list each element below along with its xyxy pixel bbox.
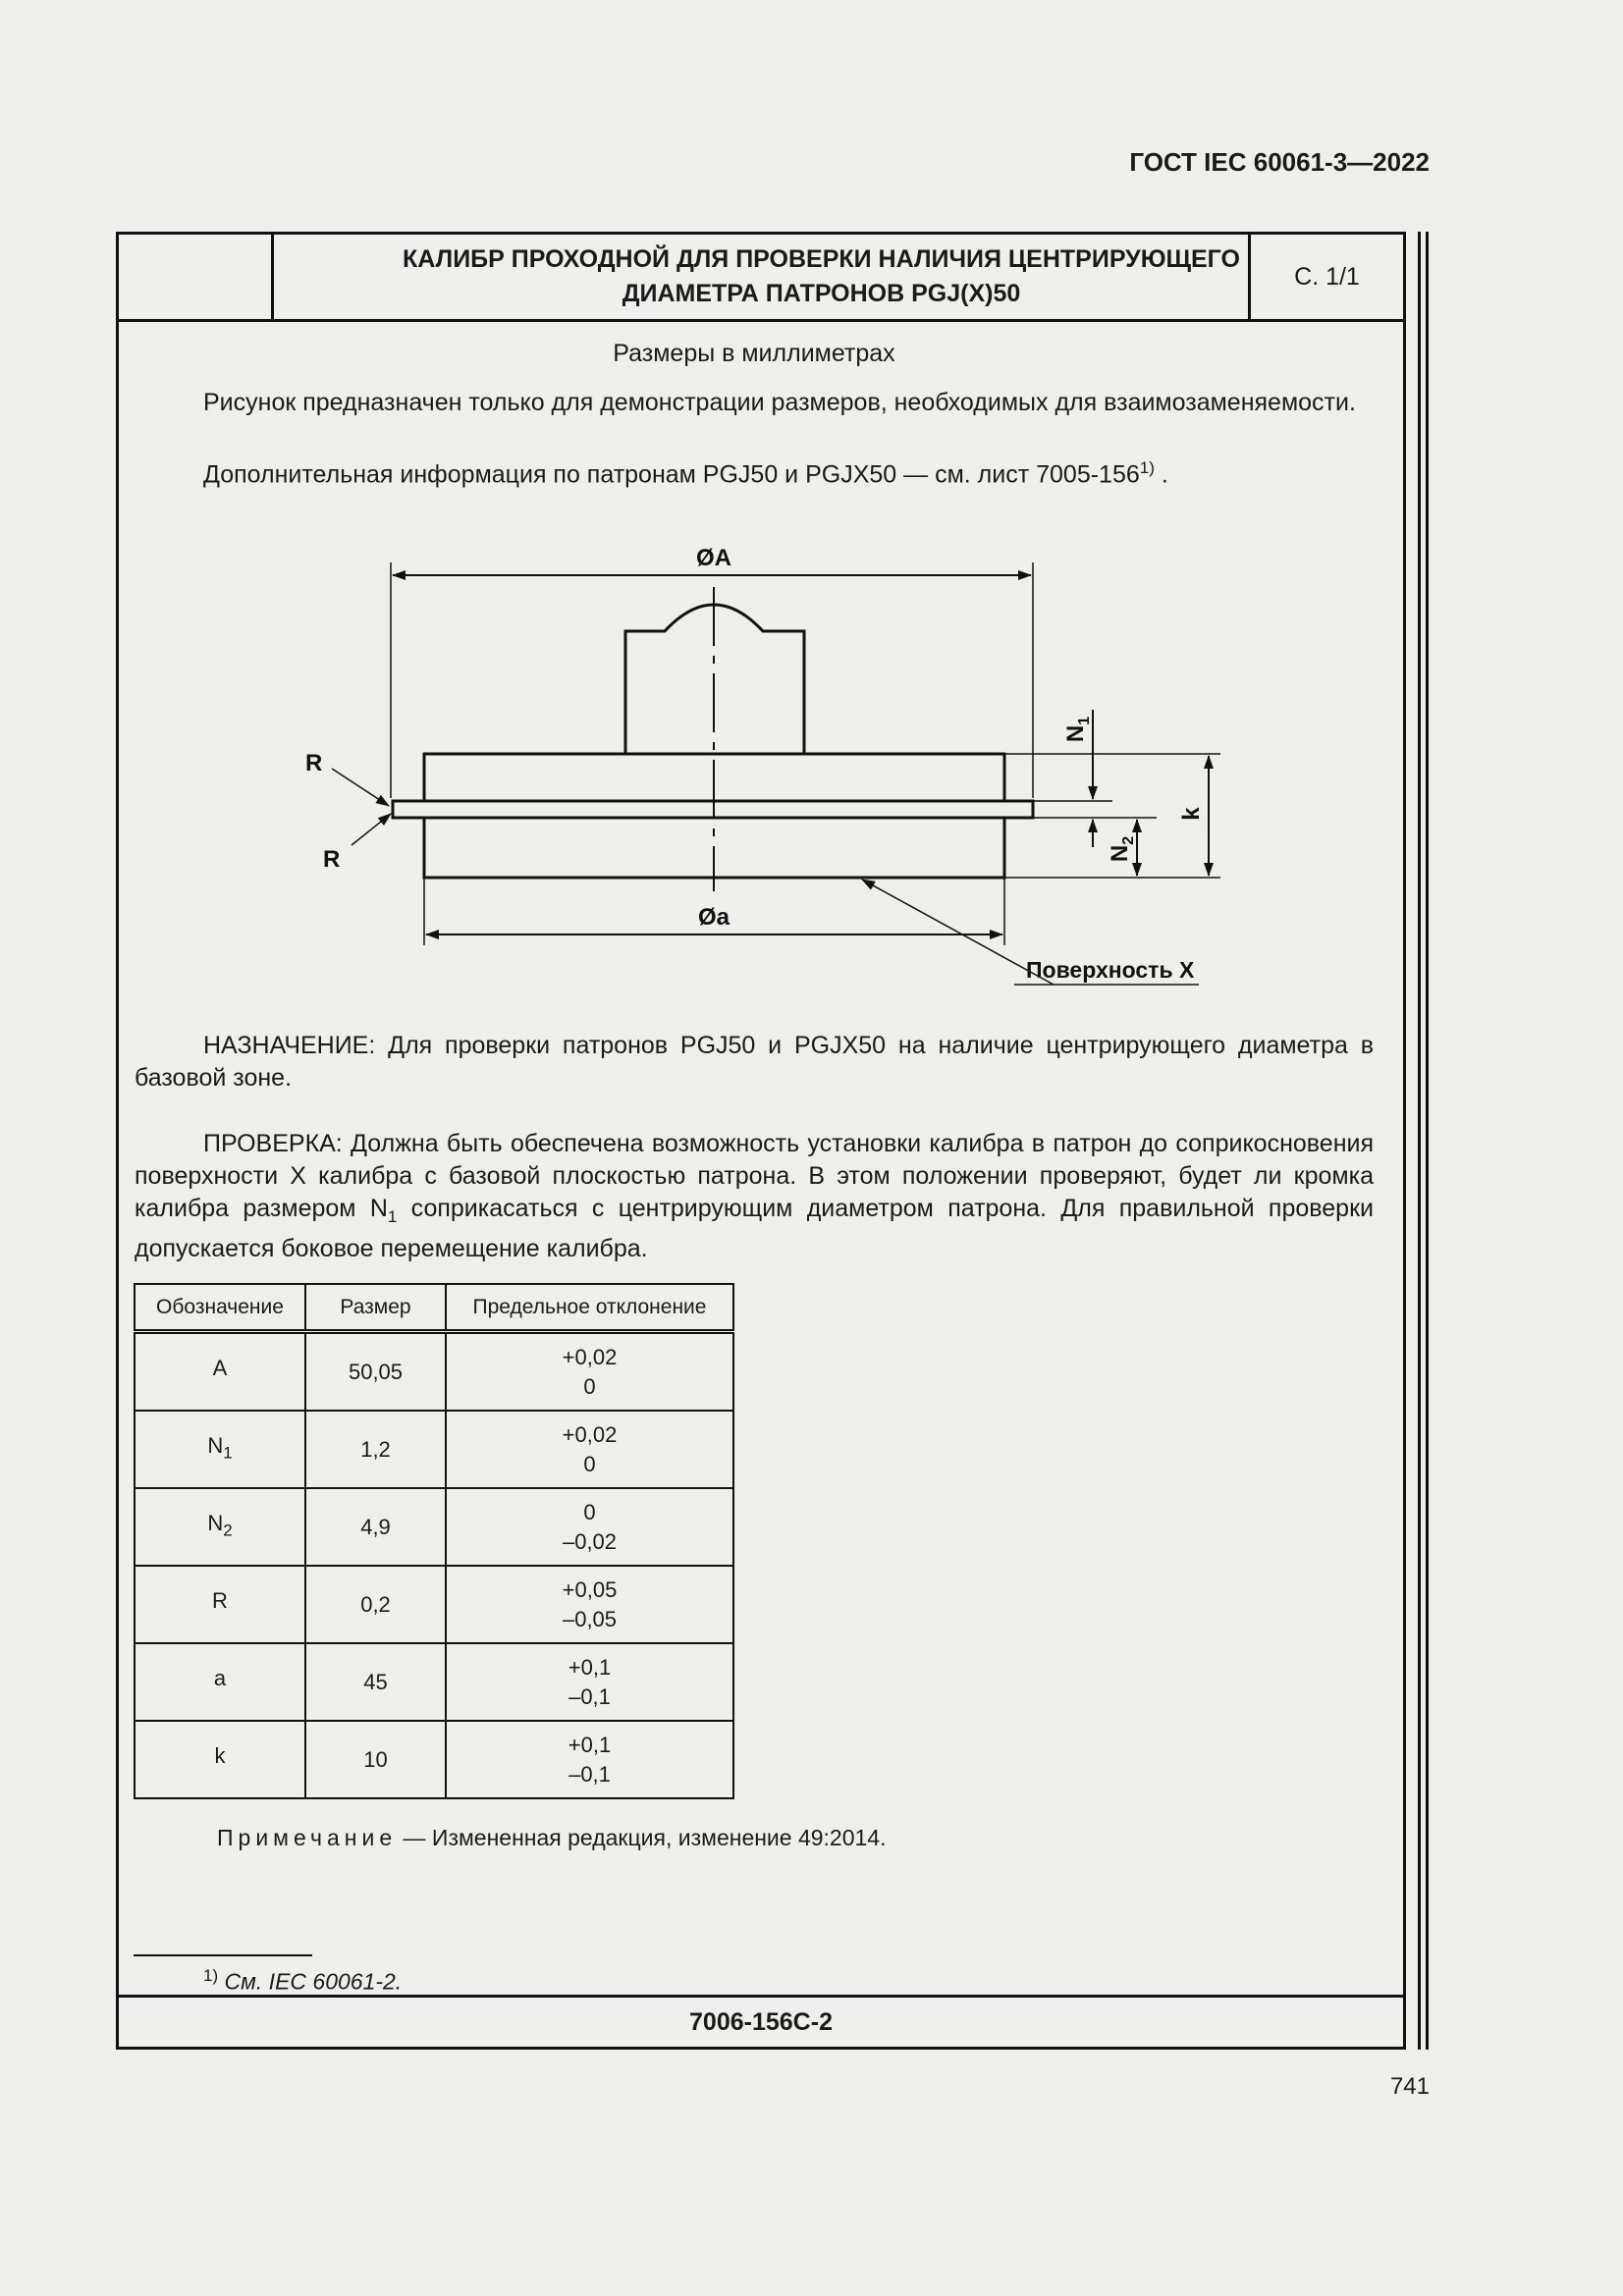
cell-size: 4,9 — [305, 1488, 446, 1566]
footnote-ref: 1) — [1139, 458, 1155, 477]
cell-tolerance: +0,02 0 — [446, 1332, 733, 1412]
cell-symbol: $N_2$ — [135, 1488, 305, 1566]
document-code: ГОСТ IEC 60061-3—2022 — [1129, 147, 1430, 177]
label-a: Øa — [697, 904, 730, 931]
cell-size: 10 — [305, 1721, 446, 1798]
check-text-2: соприкасаться с центрирующим диаметром патрона. Для правильной проверки допускается боковое перемещение калибра. — [135, 1195, 1374, 1262]
cell-tolerance: +0,1 –0,1 — [446, 1643, 733, 1721]
label-R-top: R — [305, 750, 323, 776]
cell-tolerance: 0 –0,02 — [446, 1488, 733, 1566]
cell-size: 0,2 — [305, 1566, 446, 1643]
label-N2: $N_2$ — [1107, 835, 1137, 863]
footnote — [203, 1966, 402, 1996]
sheet-footer-code: 7006-156C-2 — [119, 1995, 1403, 2047]
cell-symbol: k — [135, 1721, 305, 1798]
leader-R-bottom — [352, 814, 391, 845]
table-row — [135, 1721, 733, 1798]
cell-size: 1,2 — [305, 1411, 446, 1488]
label-surface-x: Поверхность X — [1026, 957, 1195, 983]
cell-size: 45 — [305, 1643, 446, 1721]
note-text: — Измененная редакция, изменение 49:2014. — [397, 1825, 887, 1850]
footnote-mark: 1) — [203, 1966, 219, 1985]
title-line-2: ДИАМЕТРА ПАТРОНОВ PGJ(X)50 — [622, 280, 1021, 307]
frame-outer-line-2 — [1426, 232, 1429, 2050]
label-k: k — [1178, 807, 1205, 821]
title-line-1: КАЛИБР ПРОХОДНОЙ ДЛЯ ПРОВЕРКИ НАЛИЧИЯ ЦЕНТРИРУЮЩЕГО — [403, 245, 1240, 273]
table-row — [135, 1566, 733, 1643]
gauge-drawing — [119, 235, 1405, 1020]
label-N1: $N_1$ — [1062, 716, 1093, 743]
header-designation: Обозначение — [135, 1284, 305, 1332]
dimension-table — [134, 1283, 734, 1799]
units-note: Размеры в миллиметрах — [613, 340, 895, 367]
sheet-number: С. 1/1 — [1248, 235, 1403, 319]
cell-tolerance: +0,1 –0,1 — [446, 1721, 733, 1798]
sheet-frame — [116, 232, 1406, 2050]
footnote-text: См. IEC 60061-2. — [218, 1968, 403, 1995]
footnote-separator — [134, 1954, 312, 1956]
label-A: ØA — [696, 545, 731, 571]
table-header-row — [135, 1284, 733, 1332]
cell-symbol: R — [135, 1566, 305, 1643]
page-number: 741 — [1389, 2073, 1430, 2100]
leader-R-top — [332, 769, 389, 806]
intro-paragraph-1: Рисунок предназначен только для демонстрации размеров, необходимых для взаимозаменяемости. — [203, 389, 1356, 416]
purpose-paragraph: НАЗНАЧЕНИЕ: Для проверки патронов PGJ50 и PGJX50 на наличие центрирующего диаметра в базовой зоне. — [135, 1032, 1374, 1092]
cell-tolerance: +0,02 0 — [446, 1411, 733, 1488]
check-subscript: 1 — [387, 1207, 398, 1226]
table-row — [135, 1488, 733, 1566]
cell-tolerance: +0,05 –0,05 — [446, 1566, 733, 1643]
cell-symbol: A — [135, 1332, 305, 1412]
leader-surface-x — [862, 880, 1054, 985]
label-R-bottom: R — [323, 846, 341, 873]
check-paragraph — [135, 1128, 1374, 1265]
table-row — [135, 1411, 733, 1488]
intro-p2-end: . — [1161, 460, 1168, 489]
table-row — [135, 1332, 733, 1412]
header-tolerance: Предельное отклонение — [446, 1284, 733, 1332]
frame-outer-line-1 — [1418, 232, 1421, 2050]
cell-symbol: a — [135, 1643, 305, 1721]
revision-note — [217, 1825, 887, 1851]
cell-symbol: $N_1$ — [135, 1411, 305, 1488]
header-size: Размер — [305, 1284, 446, 1332]
intro-p2-text: Дополнительная информация по патронам PGJ50 и PGJX50 — см. лист 7005-156 — [203, 460, 1140, 489]
check-text-1: ПРОВЕРКА: Должна быть обеспечена возможность установки калибра в патрон до соприкосновения поверхности X калибра с базовой плоскостью патрона. В этом положении проверяют, будет ли кромка калибра размером N — [135, 1130, 1374, 1222]
table-row — [135, 1643, 733, 1721]
cell-size: 50,05 — [305, 1332, 446, 1412]
note-label: Примечание — [217, 1825, 398, 1850]
